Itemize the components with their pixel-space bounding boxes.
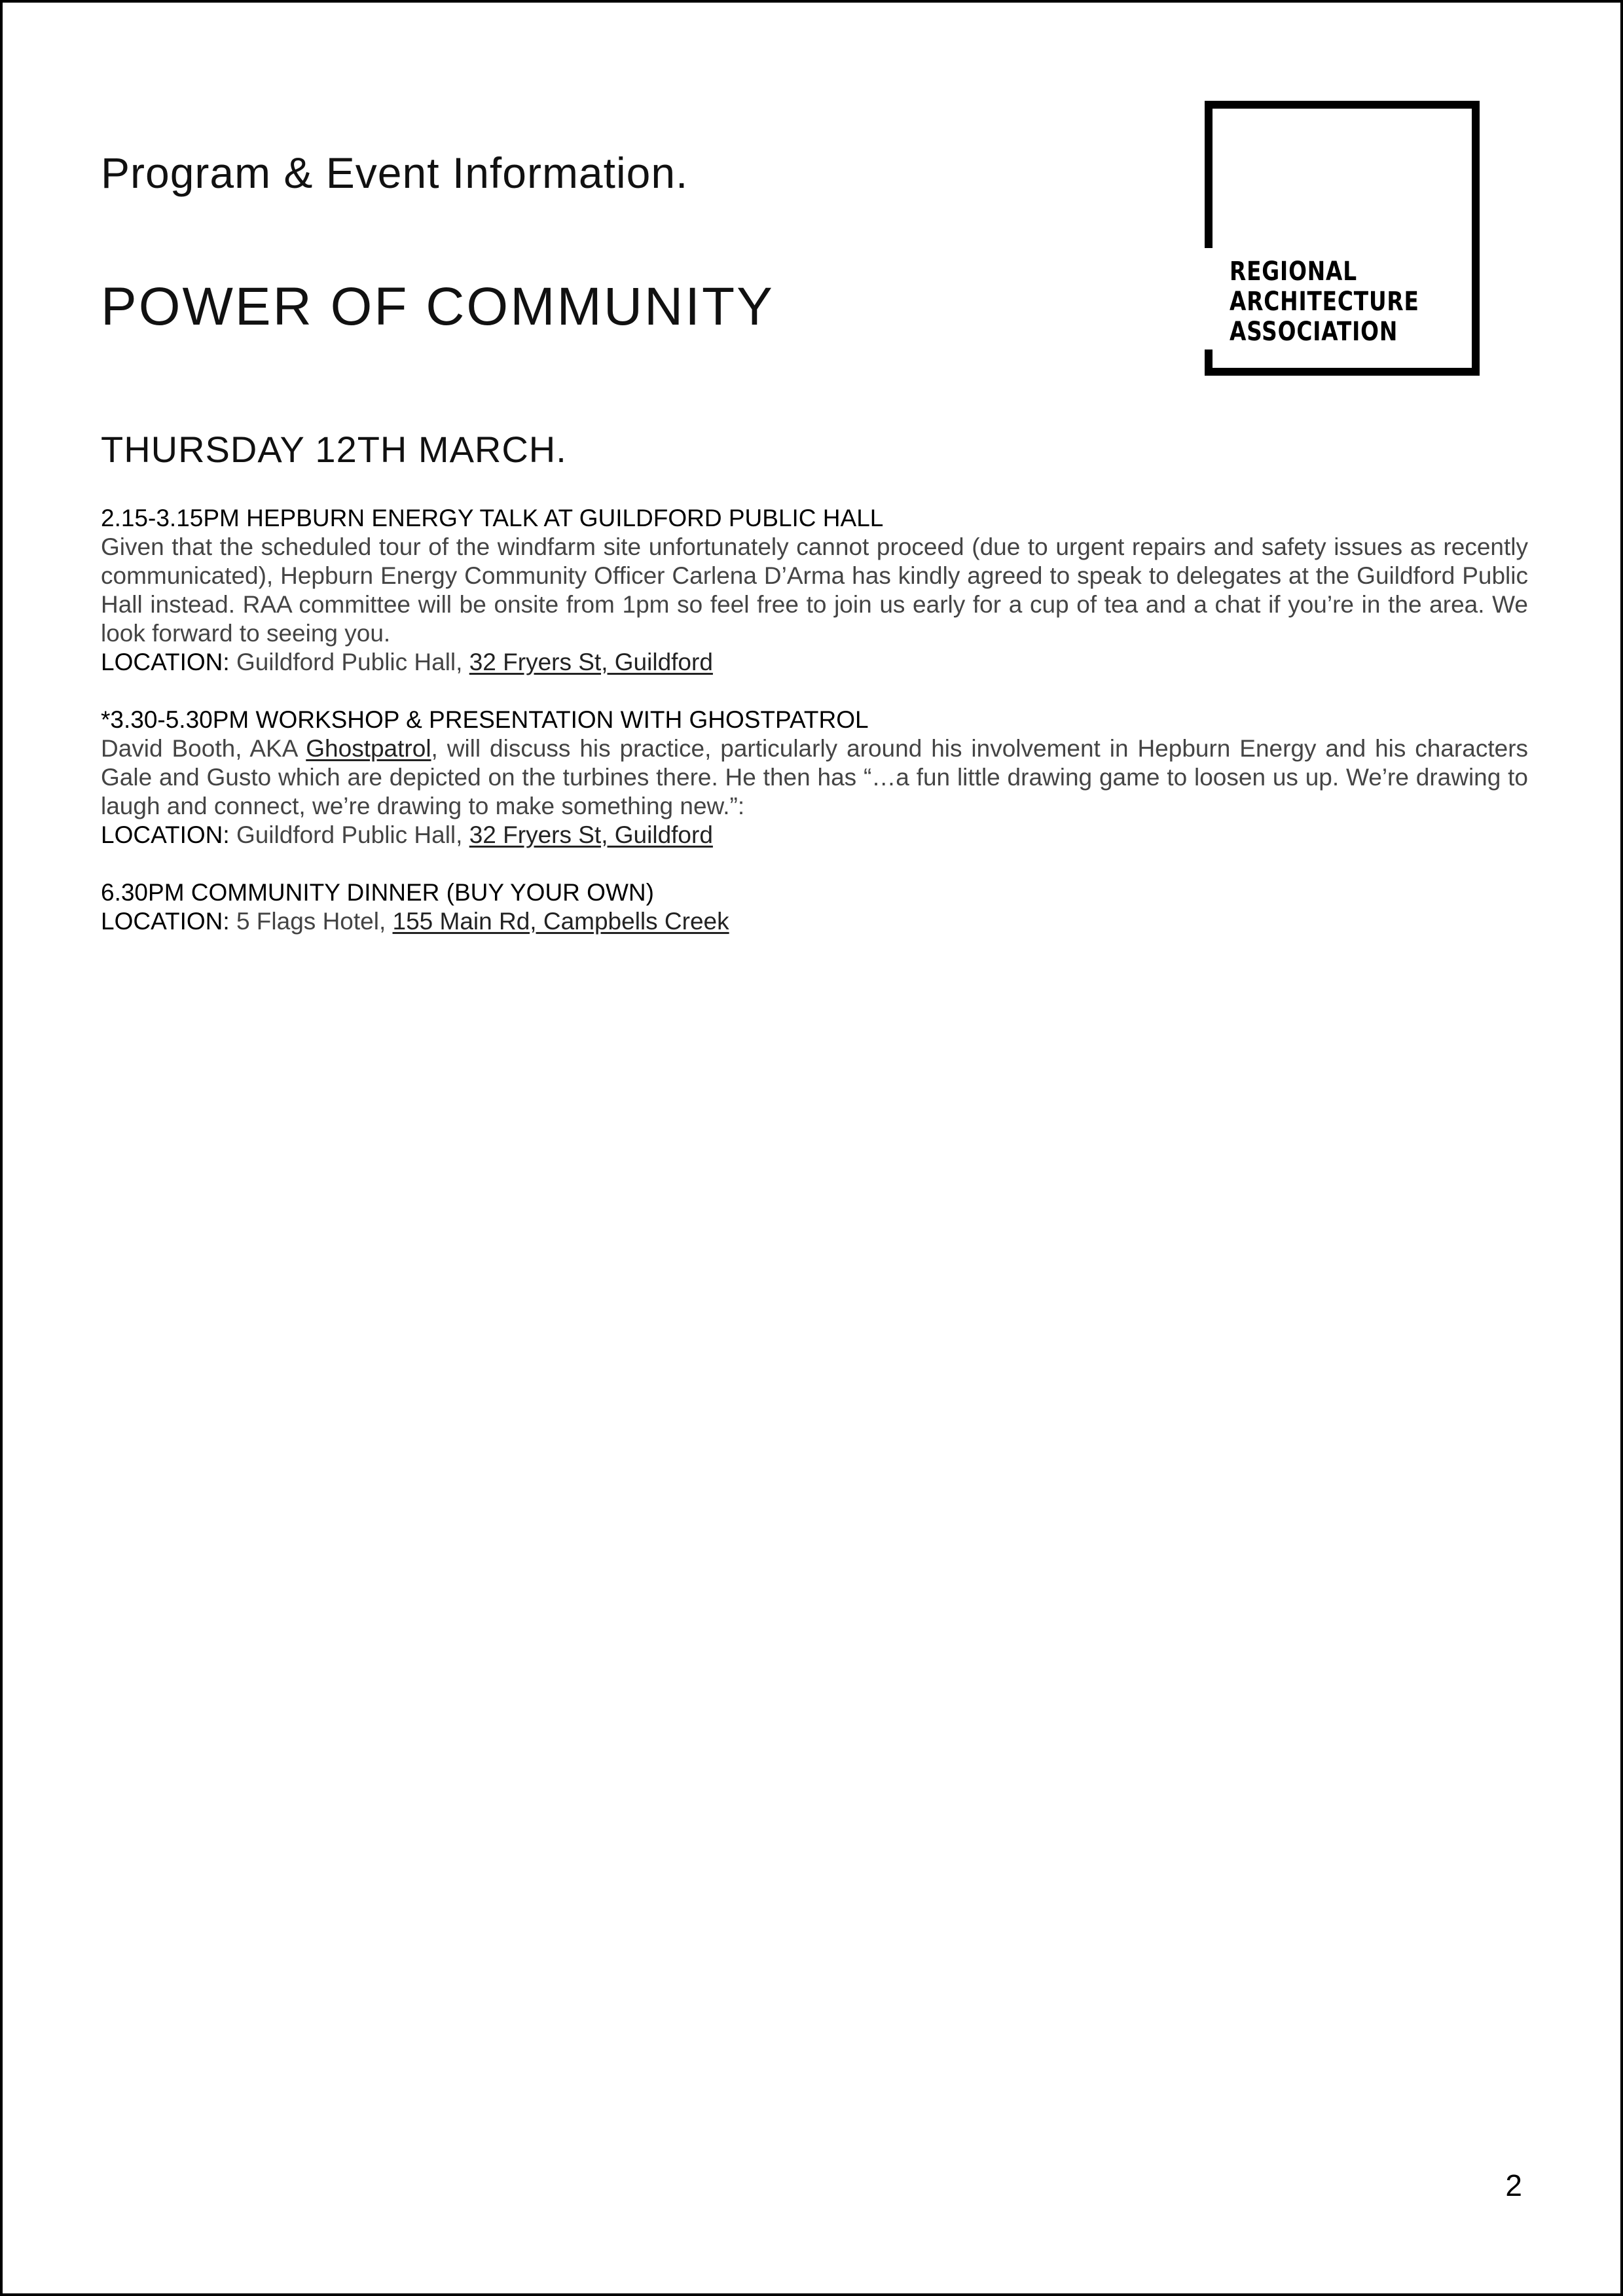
event-hepburn-energy-talk bbox=[101, 504, 1528, 677]
event-ghostpatrol-workshop bbox=[101, 706, 1528, 850]
location-label: LOCATION: bbox=[101, 821, 230, 848]
event-title: 6.30PM COMMUNITY DINNER (BUY YOUR OWN) bbox=[101, 879, 654, 906]
description-text: David Booth, AKA bbox=[101, 735, 306, 762]
event-location bbox=[101, 907, 1528, 936]
location-venue: Guildford Public Hall, bbox=[236, 649, 463, 675]
logo-line-1: REGIONAL bbox=[1230, 257, 1357, 287]
location-venue: Guildford Public Hall, bbox=[236, 821, 463, 848]
logo-text bbox=[1230, 257, 1419, 347]
page-number: 2 bbox=[1505, 2168, 1522, 2202]
logo-line-2: ARCHITECTURE bbox=[1230, 287, 1419, 317]
location-address-link[interactable]: 32 Fryers St, Guildford bbox=[469, 649, 713, 675]
event-description: Given that the scheduled tour of the windfarm site unfortunately cannot proceed (due to urgent repairs and safety issues as recently communicated), Hepburn Energy Community Officer Carlena D’Arma has kindly agreed to speak to delegates at the Guildford Public Hall instead. RAA committee will be onsite from 1pm so feel free to join us early for a cup of tea and a chat if you’re in the area. We look forward to seeing you. bbox=[101, 533, 1528, 647]
event-title: 2.15-3.15PM HEPBURN ENERGY TALK AT GUILDFORD PUBLIC HALL bbox=[101, 505, 884, 531]
document-title: POWER OF COMMUNITY bbox=[101, 277, 775, 336]
date-heading: THURSDAY 12TH MARCH. bbox=[101, 429, 567, 470]
description-text: , will discuss his practice, particularly around his involvement in Hepburn Energy and his characters Gale and Gusto which are depicted on the turbines there. He then has “…a fun little drawing game to loosen us up. We’re drawing to laugh and connect, we’re drawing to make something new.”: bbox=[101, 735, 1529, 819]
location-address-link[interactable]: 32 Fryers St, Guildford bbox=[469, 821, 713, 848]
raa-logo bbox=[1205, 101, 1480, 376]
event-description bbox=[101, 734, 1528, 821]
event-community-dinner bbox=[101, 878, 1528, 936]
location-label: LOCATION: bbox=[101, 908, 230, 935]
location-venue: 5 Flags Hotel, bbox=[236, 908, 386, 935]
event-location bbox=[101, 821, 1528, 850]
location-address-link[interactable]: 155 Main Rd, Campbells Creek bbox=[392, 908, 729, 935]
document-subtitle: Program & Event Information. bbox=[101, 149, 689, 197]
ghostpatrol-link[interactable]: Ghostpatrol bbox=[306, 735, 431, 762]
location-label: LOCATION: bbox=[101, 649, 230, 675]
event-title: *3.30-5.30PM WORKSHOP & PRESENTATION WITH GHOSTPATROL bbox=[101, 706, 869, 733]
event-location bbox=[101, 648, 1528, 677]
logo-line-3: ASSOCIATION bbox=[1230, 317, 1398, 347]
